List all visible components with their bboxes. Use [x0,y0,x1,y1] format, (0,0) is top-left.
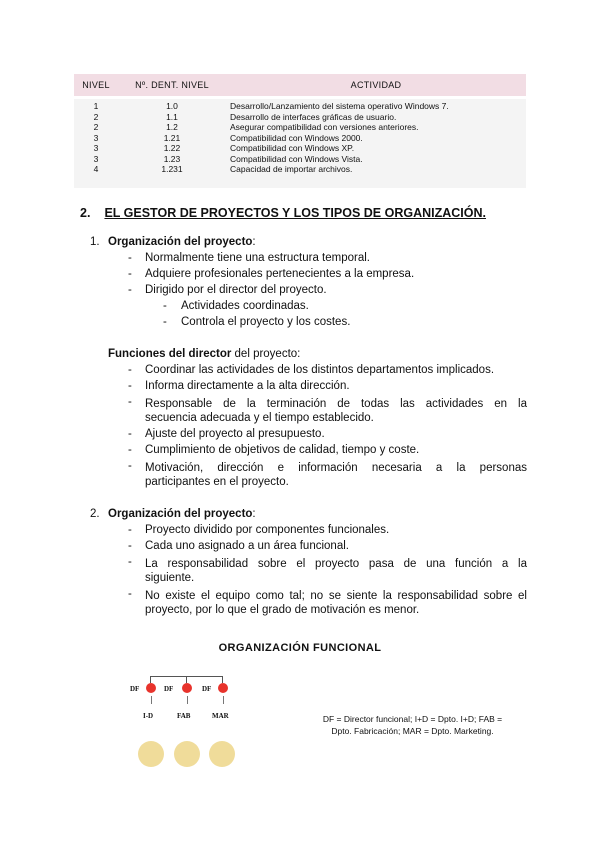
connector-line [151,696,152,704]
table-header [74,74,526,96]
org1-heading-line [108,236,256,248]
org2-bullet: No existe el equipo como tal; no se siente la responsabilidad sobre el [145,590,527,602]
cell-actividad: Compatibilidad con Windows Vista. [230,153,363,164]
bullet-dash: - [128,396,132,408]
cell-dent: 1.23 [163,153,181,164]
department-node [209,741,235,767]
org1-heading: Organización del proyecto [108,236,253,248]
org1-subbullet: Controla el proyecto y los costes. [181,316,351,328]
org2-bullet: Cada uno asignado a un área funcional. [145,540,349,552]
functions-bullet-cont: secuencia adecuada y el tiempo establecido. [145,412,374,424]
legend-line: DF = Director funcional; I+D = Dpto. I+D; FAB = [322,714,503,724]
org2-bullet-cont: siguiente. [145,572,195,584]
bullet-dash: - [128,588,132,600]
org2-heading-line [108,508,256,520]
nivel-column [74,100,118,188]
functions-bullet: Cumplimiento de objetivos de calidad, tiempo y coste. [145,444,420,456]
functions-bullet-cont: participantes en el proyecto. [145,476,289,488]
cell-nivel: 2 [93,111,99,122]
director-node [182,683,192,693]
cell-dent: 1.0 [166,101,178,111]
cell-nivel: 3 [93,132,99,143]
org1-bullet: Dirigido por el director del proyecto. [145,284,327,296]
diagram-legend [300,713,525,737]
department-node [138,741,164,767]
df-label: DF [130,685,140,693]
functions-heading: Funciones del director [108,348,232,360]
cell-dent: 1.1 [166,111,178,122]
actividad-column [226,100,526,188]
dept-label: FAB [177,712,191,720]
director-node [218,683,228,693]
dent-column [121,100,223,188]
cell-dent: 1.231 [161,164,183,174]
cell-nivel: 3 [93,153,99,164]
org1-bullet: Adquiere profesionales pertenecientes a la empresa. [145,268,415,280]
dept-label: I-D [143,712,154,720]
functions-heading-rest: del proyecto: [231,348,301,360]
header-nivel: NIVEL [82,80,110,90]
org1-number: 1. [90,236,100,248]
functions-heading-line [108,348,300,360]
cell-actividad: Compatibilidad con Windows XP. [230,143,355,153]
department-node [174,741,200,767]
org2-bullet-cont: proyecto, por lo que el grado de motivación es menor. [145,604,420,616]
functions-bullet: Motivación, dirección e información necesaria a la personas [145,462,527,474]
bullet-dash: - [128,524,132,536]
org2-bullet: Proyecto dividido por componentes funcionales. [145,524,390,536]
table-body [74,99,526,188]
cell-actividad: Desarrollo de interfaces gráficas de usuario. [230,111,397,122]
org2-bullet: La responsabilidad sobre el proyecto pasa de una función a la [145,558,527,570]
functions-bullet: Informa directamente a la alta dirección. [145,380,350,392]
cell-nivel: 4 [93,164,99,174]
functions-bullet: Responsable de la terminación de todas las actividades en la [145,398,527,410]
org1-subbullet: Actividades coordinadas. [181,300,309,312]
cell-actividad: Asegurar compatibilidad con versiones anteriores. [230,122,419,132]
header-dent-nivel: Nº. DENT. NIVEL [135,80,209,90]
cell-nivel: 2 [93,122,99,132]
functions-bullet: Coordinar las actividades de los distintos departamentos implicados. [145,364,495,376]
bullet-dash: - [128,268,132,280]
bullet-dash: - [128,364,132,376]
cell-actividad: Desarrollo/Lanzamiento del sistema operativo Windows 7. [230,101,449,111]
org2-heading: Organización del proyecto [108,508,253,520]
connector-line [186,676,187,683]
bullet-dash: - [163,316,167,328]
section-title: EL GESTOR DE PROYECTOS Y LOS TIPOS DE ORGANIZACIÓN. [104,206,486,220]
cell-actividad: Compatibilidad con Windows 2000. [230,132,363,143]
bullet-dash: - [128,460,132,472]
connector-line [150,676,151,683]
bullet-dash: - [128,380,132,392]
section-heading [80,206,486,220]
director-node [146,683,156,693]
bullet-dash: - [128,284,132,296]
connector-line [187,696,188,704]
bullet-dash: - [128,556,132,568]
diagram-title: ORGANIZACIÓN FUNCIONAL [218,642,382,654]
section-number: 2. [80,206,91,220]
df-label: DF [164,685,174,693]
connector-line [222,676,223,683]
bullet-dash: - [163,300,167,312]
cell-dent: 1.2 [166,122,178,132]
org1-colon: : [252,236,256,248]
bullet-dash: - [128,540,132,552]
legend-line: Dpto. Fabricación; MAR = Dpto. Marketing. [331,726,494,736]
cell-actividad: Capacidad de importar archivos. [230,164,353,174]
connector-line [223,696,224,704]
df-label: DF [202,685,212,693]
header-actividad: ACTIVIDAD [350,80,402,90]
cell-nivel: 1 [93,101,99,111]
dept-label: MAR [212,712,229,720]
cell-dent: 1.22 [163,143,181,153]
cell-dent: 1.21 [163,132,181,143]
functions-bullet: Ajuste del proyecto al presupuesto. [145,428,325,440]
bullet-dash: - [128,252,132,264]
bullet-dash: - [128,444,132,456]
org1-bullet: Normalmente tiene una estructura temporal. [145,252,370,264]
org2-number: 2. [90,508,100,520]
cell-nivel: 3 [93,143,99,153]
org2-colon: : [252,508,256,520]
bullet-dash: - [128,428,132,440]
wbs-table [74,74,526,188]
